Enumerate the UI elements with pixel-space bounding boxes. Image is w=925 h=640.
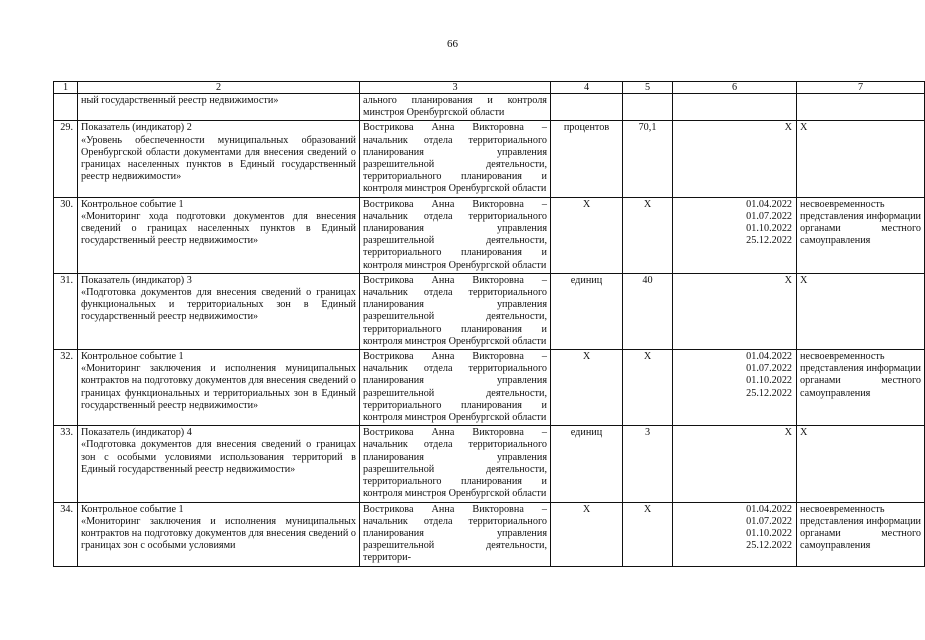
row-unit: единиц xyxy=(551,426,623,502)
row-responsible: Вострикова Анна Викторовна – начальник отдела территориального планирования управления разрешительной деятельности, территориального планирования и контроля минстроя Оренбургской области xyxy=(360,350,551,426)
table-body xyxy=(54,94,925,567)
row-unit: единиц xyxy=(551,273,623,349)
row-dates: 01.04.2022 01.07.2022 01.10.2022 25.12.2022 xyxy=(673,197,797,273)
row-responsible: Вострикова Анна Викторовна – начальник отдела территориального планирования управления разрешительной деятельности, территори- xyxy=(360,502,551,566)
row-risk: несвоевременность представления информации органами местного самоуправления xyxy=(797,502,925,566)
page-number: 66 xyxy=(447,38,458,50)
row-name: Контрольное событие 1 «Мониторинг хода подготовки документов для внесения сведений о границах населенных пунктов в Единый государственный реестр недвижимости» xyxy=(78,197,360,273)
row-number: 33. xyxy=(54,426,78,502)
row-risk: X xyxy=(797,121,925,197)
row-number: 30. xyxy=(54,197,78,273)
row-value: X xyxy=(623,197,673,273)
row-name: Контрольное событие 1 «Мониторинг заключения и исполнения муниципальных контрактов на подготовку документов для внесения сведений о границах функциональных и территориальных зон в Единый государственный реестр недвижимости» xyxy=(78,350,360,426)
carry-over-row xyxy=(54,94,925,121)
table-row xyxy=(54,121,925,197)
row-responsible: Вострикова Анна Викторовна – начальник отдела территориального планирования управления разрешительной деятельности, территориального планирования и контроля минстроя Оренбургской области xyxy=(360,426,551,502)
header-cell-6: 6 xyxy=(673,82,797,94)
row-value: 40 xyxy=(623,273,673,349)
row-value: 70,1 xyxy=(623,121,673,197)
row-number: 29. xyxy=(54,121,78,197)
row-value: 3 xyxy=(623,426,673,502)
table-row xyxy=(54,197,925,273)
row-dates: 01.04.2022 01.07.2022 01.10.2022 25.12.2022 xyxy=(673,350,797,426)
row-name: Показатель (индикатор) 3 «Подготовка документов для внесения сведений о границах функциональных и территориальных зон в Единый государственный реестр недвижимости» xyxy=(78,273,360,349)
header-cell-4: 4 xyxy=(551,82,623,94)
row-responsible: Вострикова Анна Викторовна – начальник отдела территориального планирования управления разрешительной деятельности, территориального планирования и контроля минстроя Оренбургской области xyxy=(360,121,551,197)
indicators-table xyxy=(53,81,925,567)
header-cell-5: 5 xyxy=(623,82,673,94)
table-row xyxy=(54,502,925,566)
carry-over-name: ный государственный реестр недвижимости» xyxy=(78,94,360,121)
row-responsible: Вострикова Анна Викторовна – начальник отдела территориального планирования управления разрешительной деятельности, территориального планирования и контроля минстроя Оренбургской области xyxy=(360,273,551,349)
row-number: 31. xyxy=(54,273,78,349)
row-name: Показатель (индикатор) 2 «Уровень обеспеченности муниципальных образований Оренбургской области документами для внесения сведений о границах населенных пунктов в Единый государственный реестр недвижимости» xyxy=(78,121,360,197)
header-cell-7: 7 xyxy=(797,82,925,94)
row-responsible: Вострикова Анна Викторовна – начальник отдела территориального планирования управления разрешительной деятельности, территориального планирования и контроля минстроя Оренбургской области xyxy=(360,197,551,273)
row-dates: X xyxy=(673,121,797,197)
row-unit: X xyxy=(551,502,623,566)
row-name: Показатель (индикатор) 4 «Подготовка документов для внесения сведений о границах зон с особыми условиями использования территорий в Единый государственный реестр недвижимости» xyxy=(78,426,360,502)
header-cell-2: 2 xyxy=(78,82,360,94)
header-cell-3: 3 xyxy=(360,82,551,94)
row-unit: X xyxy=(551,350,623,426)
row-number: 32. xyxy=(54,350,78,426)
header-cell-1: 1 xyxy=(54,82,78,94)
row-dates: 01.04.2022 01.07.2022 01.10.2022 25.12.2022 xyxy=(673,502,797,566)
row-risk: X xyxy=(797,273,925,349)
row-risk: X xyxy=(797,426,925,502)
carry-over-responsible: ального планирования и контроля минстроя Оренбургской области xyxy=(360,94,551,121)
row-value: X xyxy=(623,502,673,566)
row-dates: X xyxy=(673,426,797,502)
table-row xyxy=(54,350,925,426)
row-number: 34. xyxy=(54,502,78,566)
table-row xyxy=(54,426,925,502)
row-risk: несвоевременность представления информации органами местного самоуправления xyxy=(797,197,925,273)
row-unit: процентов xyxy=(551,121,623,197)
row-unit: X xyxy=(551,197,623,273)
row-value: X xyxy=(623,350,673,426)
row-dates: X xyxy=(673,273,797,349)
table-row xyxy=(54,273,925,349)
row-name: Контрольное событие 1 «Мониторинг заключения и исполнения муниципальных контрактов на подготовку документов для внесения сведений о границах зон с особыми условиями xyxy=(78,502,360,566)
header-row xyxy=(54,82,925,94)
row-risk: несвоевременность представления информации органами местного самоуправления xyxy=(797,350,925,426)
